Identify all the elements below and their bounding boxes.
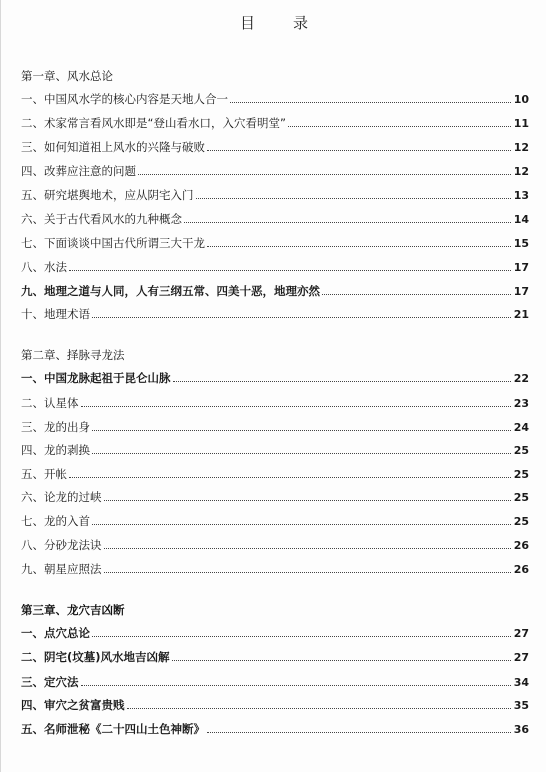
toc-entry[interactable] (21, 139, 529, 155)
toc-entry-page: 26 (513, 563, 529, 576)
toc-entry-page: 35 (513, 699, 529, 712)
toc-entry-label: 七、下面谈谈中国古代所谓三大干龙 (21, 236, 205, 250)
toc-entry[interactable] (21, 91, 529, 107)
dot-leader (92, 442, 511, 454)
toc-entry-label: 二、认星体 (21, 396, 79, 410)
toc-entry-page: 13 (513, 189, 529, 202)
toc-entry-page: 25 (513, 515, 529, 528)
toc-entry-label: 三、如何知道祖上风水的兴隆与破败 (21, 140, 205, 154)
dot-leader (92, 513, 511, 525)
toc-entry[interactable] (21, 442, 529, 458)
toc-entry-page: 22 (513, 372, 529, 385)
toc-entry[interactable] (21, 697, 529, 713)
toc-entry[interactable] (21, 187, 529, 203)
toc-entry-label: 一、中国风水学的核心内容是天地人合一 (21, 92, 228, 106)
dot-leader (207, 235, 511, 247)
dot-leader (81, 395, 511, 407)
dot-leader (288, 115, 511, 127)
toc-entry-page: 27 (513, 651, 529, 664)
toc-entry[interactable] (21, 625, 529, 641)
dot-leader (92, 306, 511, 318)
toc-entry-label: 二、阴宅(坟墓)风水地吉凶解 (21, 650, 170, 664)
toc-entry-label: 九、地理之道与人同，人有三纲五常、四美十恶，地理亦然 (21, 284, 320, 298)
dot-leader (207, 721, 511, 733)
chapter-heading: 第一章、风水总论 (21, 69, 113, 83)
toc-entry-label: 八、分砂龙法诀 (21, 538, 102, 552)
toc-entry-page: 12 (513, 165, 529, 178)
dot-leader (207, 139, 511, 151)
toc-entry-label: 三、定穴法 (21, 675, 79, 689)
toc-entry[interactable] (21, 489, 529, 505)
dot-leader (69, 466, 511, 478)
toc-entry-page: 14 (513, 213, 529, 226)
toc-entry-page: 21 (513, 308, 529, 321)
toc-entry-page: 34 (513, 676, 529, 689)
dot-leader (322, 283, 511, 295)
dot-leader (81, 674, 511, 686)
dot-leader (138, 163, 511, 175)
toc-entry-page: 27 (513, 627, 529, 640)
toc-entry-label: 一、点穴总论 (21, 626, 90, 640)
toc-entry[interactable] (21, 674, 529, 690)
chapter-heading: 第三章、龙穴吉凶断 (21, 603, 125, 617)
toc-entry-label: 四、龙的剥换 (21, 443, 90, 457)
toc-entry[interactable] (21, 283, 529, 299)
dot-leader (196, 187, 511, 199)
toc-entry-page: 25 (513, 444, 529, 457)
toc-entry-label: 五、名师泄秘《二十四山土色神断》 (21, 722, 205, 736)
toc-entry[interactable] (21, 649, 529, 665)
dot-leader (69, 259, 511, 271)
toc-entry[interactable] (21, 395, 529, 411)
toc-entry-page: 10 (513, 93, 529, 106)
toc-entry[interactable] (21, 466, 529, 482)
toc-entry[interactable] (21, 235, 529, 251)
toc-entry-label: 四、改葬应注意的问题 (21, 164, 136, 178)
toc-entry[interactable] (21, 513, 529, 529)
toc-entry[interactable] (21, 259, 529, 275)
dot-leader (230, 91, 511, 103)
toc-entry[interactable] (21, 211, 529, 227)
toc-entry[interactable] (21, 561, 529, 577)
toc-entry-label: 三、龙的出身 (21, 420, 90, 434)
toc-entry-label: 九、朝星应照法 (21, 562, 102, 576)
toc-entry-label: 六、论龙的过峡 (21, 490, 102, 504)
toc-entry-page: 15 (513, 237, 529, 250)
dot-leader (127, 697, 511, 709)
toc-entry-page: 36 (513, 723, 529, 736)
toc-entry[interactable] (21, 370, 529, 386)
toc-entry-label: 五、研究堪舆地术，应从阴宅入门 (21, 188, 194, 202)
dot-leader (172, 649, 511, 661)
toc-entry-label: 二、术家常言看风水即是“登山看水口，入穴看明堂” (21, 116, 286, 130)
toc-entry-label: 四、审穴之贫富贵贱 (21, 698, 125, 712)
dot-leader (104, 537, 511, 549)
toc-entry-label: 一、中国龙脉起祖于昆仑山脉 (21, 371, 171, 385)
toc-entry-page: 24 (513, 421, 529, 434)
toc-entry-page: 17 (513, 261, 529, 274)
dot-leader (104, 561, 511, 573)
dot-leader (104, 489, 511, 501)
toc-entry[interactable] (21, 721, 529, 737)
dot-leader (92, 625, 511, 637)
toc-entry[interactable] (21, 537, 529, 553)
dot-leader (92, 419, 511, 431)
chapter-heading: 第二章、择脉寻龙法 (21, 348, 125, 362)
toc-entry[interactable] (21, 419, 529, 435)
page-title: 目录 (239, 14, 346, 32)
toc-entry-page: 23 (513, 397, 529, 410)
toc-entry-page: 17 (513, 285, 529, 298)
toc-entry[interactable] (21, 115, 529, 131)
toc-entry-page: 11 (513, 117, 529, 130)
dot-leader (184, 211, 511, 223)
toc-entry-page: 25 (513, 468, 529, 481)
dot-leader (173, 370, 511, 382)
toc-entry-label: 七、龙的入首 (21, 514, 90, 528)
toc-entry-page: 12 (513, 141, 529, 154)
toc-entry[interactable] (21, 163, 529, 179)
toc-entry-label: 五、开帐 (21, 467, 67, 481)
toc-entry[interactable] (21, 306, 529, 322)
toc-entry-label: 十、地理术语 (21, 307, 90, 321)
toc-entry-page: 25 (513, 491, 529, 504)
toc-entry-page: 26 (513, 539, 529, 552)
toc-entry-label: 八、水法 (21, 260, 67, 274)
toc-entry-label: 六、关于古代看风水的九种概念 (21, 212, 182, 226)
